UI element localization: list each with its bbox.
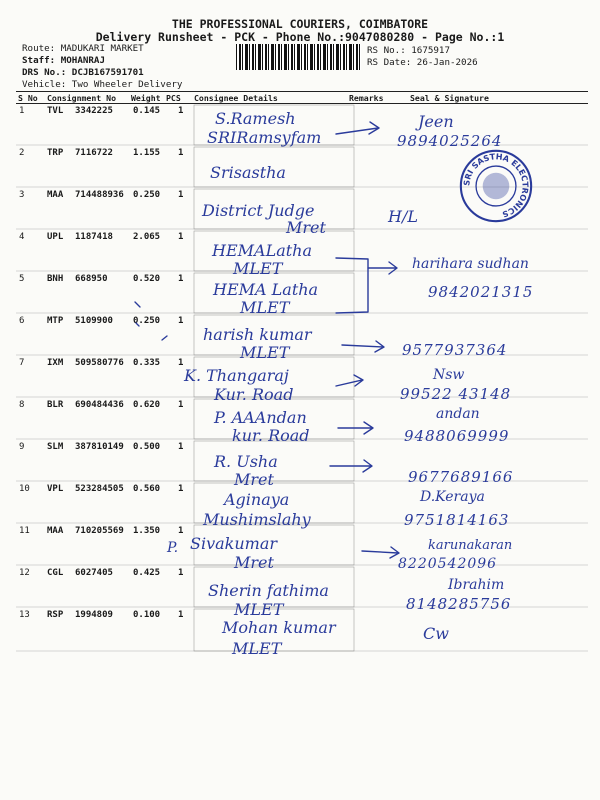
cell-pcs: 1 [178,358,184,368]
cell-pcs: 1 [178,610,184,620]
hw-r45-phone: 9842021315 [428,283,534,301]
hw-r10-phone: 9751814163 [404,511,510,529]
cell-sno: 2 [19,148,25,158]
cell-sno: 4 [19,232,25,242]
hw-r7-name: K. Thangaraj [184,366,289,385]
col-weight: Weight [131,93,161,103]
tick-row6b [162,336,167,340]
cell-pcs: 1 [178,484,184,494]
cell-weight: 0.145 [133,106,161,116]
hw-r8-place: kur. Road [232,426,310,445]
cell-consignment-code: RSP [47,610,64,620]
cell-consignment-code: IXM [47,358,64,368]
hw-r9-name: R. Usha [214,452,278,471]
hw-r3-place: Mret [286,218,326,237]
runsheet-title: Delivery Runsheet - PCK - Phone No.:9047080280 - Page No.:1 [95,30,505,44]
cell-consignment-number: 710205569 [75,526,124,536]
cell-consignment-code: TRP [47,148,64,158]
hw-r8-phone: 9488069999 [404,427,510,445]
hw-r4-place: MLET [233,259,283,278]
cell-sno: 5 [19,274,25,284]
cell-consignment-number: 714488936 [75,190,124,200]
cell-weight: 0.425 [133,568,161,578]
cell-pcs: 1 [178,148,184,158]
cell-consignment-number: 3342225 [75,106,113,116]
hw-r8-name: P. AAAndan [214,408,307,427]
vehicle-text: Vehicle: Two Wheeler Delivery [22,79,183,90]
hw-r1-name: S.Ramesh [215,109,296,128]
drs-number: DRS No.: DCJB167591701 [22,67,144,78]
hw-r7-sign: Nsw [433,367,465,383]
cell-pcs: 1 [178,106,184,116]
cell-weight: 0.250 [133,190,161,200]
cell-pcs: 1 [178,190,184,200]
cell-weight: 1.155 [133,148,161,158]
cell-pcs: 1 [178,400,184,410]
cell-sno: 8 [19,400,25,410]
tick-row6 [136,323,139,326]
company-title: THE PROFESSIONAL COURIERS, COIMBATORE [171,17,429,31]
cell-consignment-code: UPL [47,232,64,242]
rs-date: RS Date: 26-Jan-2026 [367,57,478,68]
col-sno: S No [18,93,38,103]
hw-r45-sign: harihara sudhan [412,256,529,272]
hw-r11-name: Sivakumar [190,534,278,553]
arrow-row6 [342,341,384,352]
cell-weight: 0.335 [133,358,161,368]
bracket-rows4-5 [336,258,368,313]
hw-r13-place: MLET [232,639,282,658]
cell-sno: 13 [19,610,30,620]
hw-r8-sign: andan [436,406,480,422]
arrow-row1 [336,122,379,134]
col-remarks: Remarks [349,93,384,103]
col-pcs: PCS [166,93,181,103]
hw-r12-sign: Ibrahim [448,577,505,593]
hw-r4-name: HEMALatha [212,241,313,260]
hw-r11-sign: karunakaran [428,538,513,553]
col-consignment: Consignment No [47,93,117,103]
hw-r9-place: Mret [234,470,274,489]
cell-consignment-number: 1187418 [75,232,113,242]
hw-r13-sign: Cw [423,624,449,643]
cell-consignment-code: MTP [47,316,64,326]
cell-consignment-code: MAA [47,190,64,200]
route-text: Route: MADUKARI MARKET [22,43,144,54]
hw-r13-name: Mohan kumar [222,618,336,637]
cell-pcs: 1 [178,316,184,326]
cell-sno: 7 [19,358,25,368]
cell-consignment-code: VPL [47,484,64,494]
cell-consignment-code: CGL [47,568,64,578]
staff-text: Staff: MOHANRAJ [22,55,105,66]
cell-sno: 1 [19,106,25,116]
cell-weight: 0.520 [133,274,161,284]
cell-sno: 6 [19,316,25,326]
cell-consignment-number: 523284505 [75,484,124,494]
cell-consignment-number: 387810149 [75,442,124,452]
col-seal-signature: Seal & Signature [410,93,489,103]
cell-consignment-code: SLM [47,442,64,452]
cell-consignment-number: 1994809 [75,610,113,620]
hw-r7-phone: 99522 43148 [400,385,512,403]
cell-weight: 2.065 [133,232,161,242]
cell-pcs: 1 [178,526,184,536]
cell-pcs: 1 [178,232,184,242]
arrow-rows4-5 [368,262,397,274]
cell-consignment-number: 509580776 [75,358,124,368]
cell-pcs: 1 [178,274,184,284]
hw-r1-place: SRIRamsyfam [207,128,322,147]
arrow-row11 [362,547,399,558]
cell-sno: 9 [19,442,25,452]
tick-row5 [135,302,140,307]
hw-r12-name: Sherin fathima [208,581,329,600]
hw-r6-phone: 9577937364 [402,341,508,359]
cell-weight: 0.500 [133,442,161,452]
cell-consignment-code: BLR [47,400,64,410]
cell-weight: 0.560 [133,484,161,494]
cell-consignment-number: 5109900 [75,316,113,326]
rs-number: RS No.: 1675917 [367,45,450,56]
cell-weight: 1.350 [133,526,161,536]
cell-consignment-number: 7116722 [75,148,113,158]
cell-weight: 0.620 [133,400,161,410]
hw-r6-name: harish kumar [203,325,312,344]
cell-weight: 0.100 [133,610,161,620]
arrow-row8 [338,422,373,434]
cell-consignment-number: 690484436 [75,400,124,410]
col-consignee: Consignee Details [194,93,278,103]
hw-r10-sign: D.Keraya [420,489,485,505]
hw-r12-phone: 8148285756 [406,595,512,613]
seal-stamp [458,148,534,224]
stamp-text: SRI SASTHA ELECTRONICS [462,152,530,219]
hw-r10-name: Aginaya [224,490,290,509]
cell-consignment-code: BNH [47,274,64,284]
cell-consignment-code: TVL [47,106,64,116]
hw-r5-name: HEMA Latha [213,280,319,299]
hw-r9-phone: 9677689166 [408,468,514,486]
hw-r3-remark: H/L [388,207,418,226]
hw-r3-name: District Judge [202,201,315,220]
hw-r1-sign: Jeen [418,112,454,131]
cell-sno: 11 [19,526,30,536]
cell-pcs: 1 [178,442,184,452]
hw-r11-phone: 8220542096 [398,556,498,572]
arrow-row7 [336,375,363,386]
hw-r7-place: Kur. Road [214,385,294,404]
hw-r12-place: MLET [234,600,284,619]
cell-consignment-number: 6027405 [75,568,113,578]
cell-sno: 3 [19,190,25,200]
cell-weight: 0.250 [133,316,161,326]
hw-r10-place: Mushimslahy [203,510,311,529]
hw-r11-mark: P. [167,540,179,556]
cell-consignment-number: 668950 [75,274,108,284]
hw-r6-place: MLET [240,343,290,362]
hw-r2-name: Srisastha [210,163,286,182]
arrow-row9 [330,460,372,472]
hw-r5-place: MLET [240,298,290,317]
cell-sno: 10 [19,484,30,494]
cell-pcs: 1 [178,568,184,578]
cell-consignment-code: MAA [47,526,64,536]
hw-r1-phone: 9894025264 [397,132,503,150]
cell-sno: 12 [19,568,30,578]
hw-r11-place: Mret [234,553,274,572]
